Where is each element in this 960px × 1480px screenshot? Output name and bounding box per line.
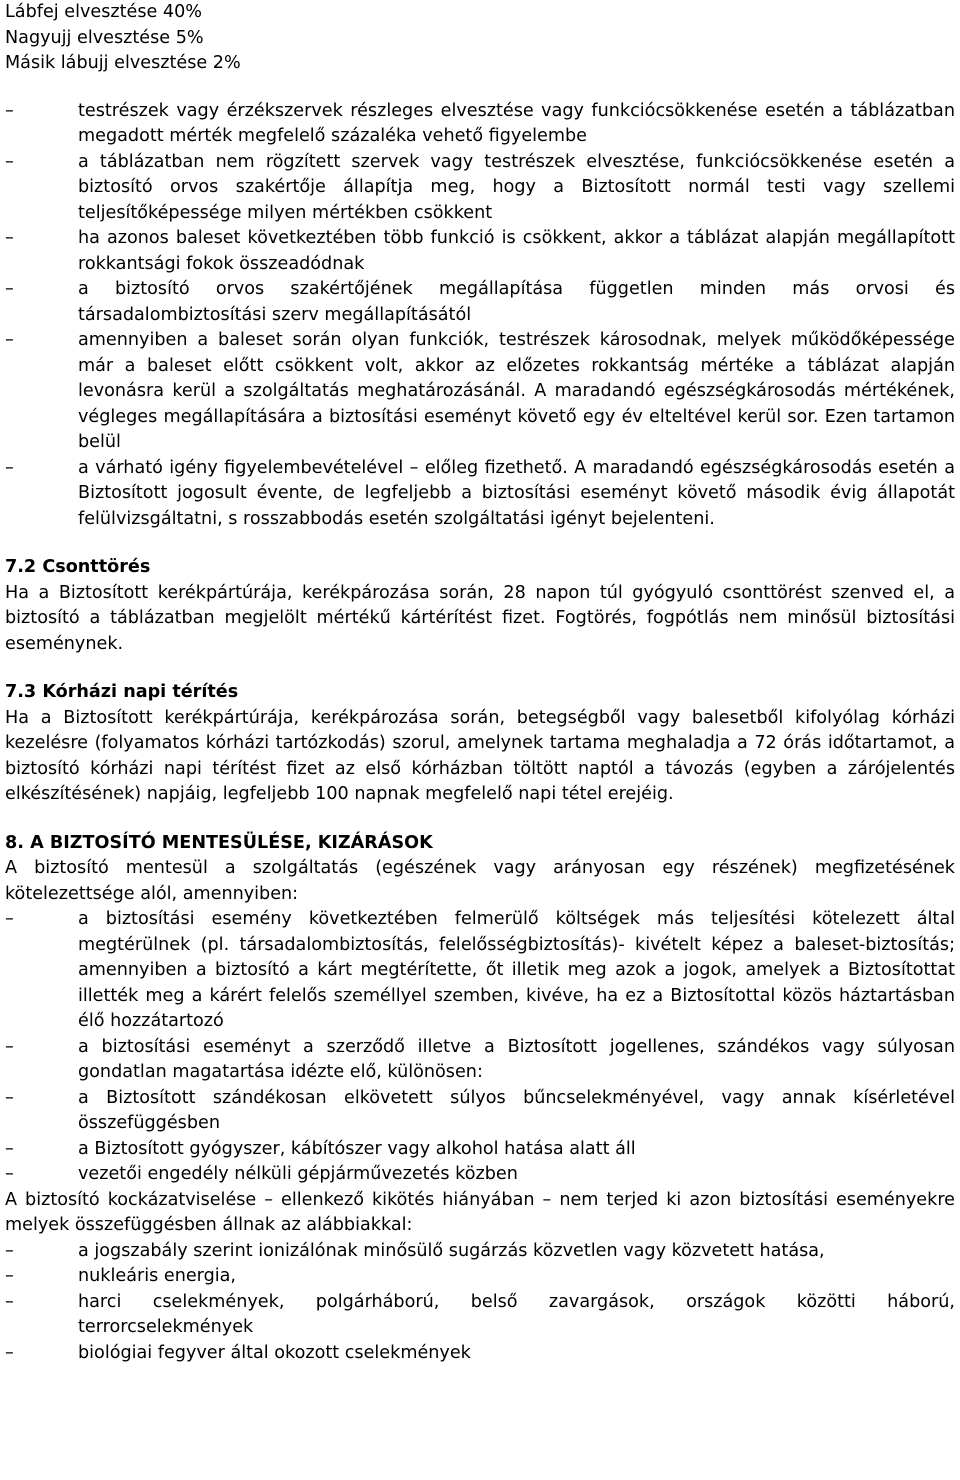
exclusions-list [5, 1239, 955, 1367]
percentage-line: Lábfej elvesztése 40% [5, 2, 203, 22]
list-item-text: testrészek vagy érzékszervek részleges elvesztése vagy funkciócsökkenése esetén a táblázatban megadott mérték megfelelő százaléka vehető figyelembe [78, 100, 955, 146]
dash-bullet: – [5, 1342, 14, 1363]
list-item-text: a várható igény figyelembevételével – előleg fizethető. A maradandó egészségkárosodás esetén a Biztosított jogosult évente, de legfeljebb a biztosítási eseményt követő második évig állapotát felülvizsgáltatni, s rosszabbodás esetén szolgáltatási igényt bejelenteni. [78, 457, 955, 529]
section-title: Csonttörés [42, 557, 151, 577]
percentage-line: Nagyujj elvesztése 5% [5, 27, 204, 48]
list-item-text: a táblázatban nem rögzített szervek vagy testrészek elvesztése, funkciócsökkenése esetén a biztosító orvos szakértője állapítja meg, hogy a Biztosított normál testi vagy szellemi teljesítőképessége milyen mértékben csökkent [78, 151, 955, 223]
injury-percentages [5, 0, 955, 77]
list-item-text: a Biztosított gyógyszer, kábítószer vagy alkohol hatása alatt áll [78, 1138, 636, 1159]
list-item [5, 1162, 955, 1188]
list-item-text: ha azonos baleset következtében több funkció is csökkent, akkor a táblázat alapján megállapított rokkantsági fokok összeadódnak [78, 228, 955, 274]
list-item [5, 226, 955, 277]
section-title: Kórházi napi térítés [42, 682, 239, 702]
section-7-3 [5, 680, 955, 808]
list-item-text: a Biztosított szándékosan elkövetett súlyos bűncselekményével, vagy annak kísérletével összefüggésben [78, 1087, 955, 1133]
dash-bullet: – [5, 1240, 14, 1261]
section-heading [5, 831, 955, 857]
section-number: 7.3 [5, 682, 37, 702]
dash-bullet: – [5, 1164, 14, 1184]
section-7-2 [5, 555, 955, 657]
section-heading [5, 680, 955, 706]
list-item [5, 1264, 955, 1290]
section-heading [5, 555, 955, 581]
section-8 [5, 831, 955, 1367]
list-item [5, 328, 955, 456]
list-item [5, 99, 955, 150]
dash-bullet: – [5, 1138, 14, 1159]
list-item-text: amennyiben a baleset során olyan funkciók, testrészek károsodnak, melyek működőképessége már a baleset előtt csökkent volt, akkor az előzetes rokkantság mértéke a táblázat alapján levonásra kerül a szolgáltatás meghatározásánál. A maradandó egészségkárosodás mértékének, végleges megállapítására a biztosítási eseményt követő egy év elteltével kerül sor. Ezen tartamon belül [78, 330, 955, 452]
percentage-line: Másik lábujj elvesztése 2% [5, 53, 241, 73]
list-item-text: biológiai fegyver által okozott cselekmények [78, 1342, 471, 1363]
list-item-text: a biztosítási eseményt a szerződő illetve a Biztosított jogellenes, szándékos vagy súlyosan gondatlan magatartása idézte elő, különösen: [78, 1036, 955, 1082]
dash-bullet: – [5, 457, 14, 478]
list-item-text: a biztosító orvos szakértőjének megállapítása független minden más orvosi és társadalombiztosítási szerv megállapításától [78, 279, 955, 325]
section-intro: A biztosító mentesül a szolgáltatás (egészének vagy arányosan egy részének) megfizetésének kötelezettsége alól, amennyiben: [5, 858, 955, 904]
section-title: A BIZTOSÍTÓ MENTESÜLÉSE, KIZÁRÁSOK [30, 832, 433, 853]
section-body: Ha a Biztosított kerékpártúrája, kerékpározása során, betegségből vagy balesetből kifolyólag kórházi kezelésre (folyamatos kórházi tartózkodás) szorul, amelynek tartama meghaladja a 72 órás időtartamot, a biztosító kórházi napi térítést fizet az első kórházban töltött naptól a távozás (egyben a zárójelentés elkészítésének) napjáig, legfeljebb 100 napnak megfelelő napi tétel erejéig. [5, 707, 955, 804]
list-item [5, 277, 955, 328]
dash-bullet: – [5, 330, 14, 350]
section-number: 8. [5, 832, 24, 853]
list-item [5, 1341, 955, 1367]
exemptions-list [5, 907, 955, 1188]
dash-bullet: – [5, 1036, 14, 1057]
list-item-text: harci cselekmények, polgárháború, belső zavargások, országok közötti háború, terrorcselekmények [78, 1291, 955, 1337]
section-number: 7.2 [5, 557, 37, 577]
section-paragraph: A biztosító kockázatviselése – ellenkező kikötés hiányában – nem terjed ki azon biztosítási eseményekre melyek összefüggésben állnak az alábbiakkal: [5, 1189, 955, 1235]
dash-bullet: – [5, 279, 14, 299]
list-item-text: nukleáris energia, [78, 1266, 237, 1286]
dash-bullet: – [5, 1087, 14, 1108]
conditions-list [5, 99, 955, 533]
dash-bullet: – [5, 1266, 14, 1286]
dash-bullet: – [5, 1291, 14, 1312]
list-item-text: a jogszabály szerint ionizálónak minősülő sugárzás közvetlen vagy közvetett hatása, [78, 1240, 825, 1261]
list-item [5, 1086, 955, 1137]
list-item [5, 907, 955, 1035]
list-item-text: a biztosítási esemény következtében felmerülő költségek más teljesítési kötelezett által megtérülnek (pl. társadalombiztosítás, felelősségbiztosítás)- kivételt képez a baleset-biztosítás; amennyiben a biztosító a kárt megtérítette, őt illetik meg azok a jogok, amelyek a Biztosítottat illették meg a kárért felelős személlyel szemben, kivéve, ha ez a Biztosítottal közös háztartásban élő hozzátartozó [78, 909, 955, 1031]
dash-bullet: – [5, 151, 14, 172]
dash-bullet: – [5, 228, 14, 248]
list-item [5, 1035, 955, 1086]
list-item [5, 456, 955, 533]
section-body: Ha a Biztosított kerékpártúrája, kerékpározása során, 28 napon túl gyógyuló csonttörést szenved el, a biztosító a táblázatban megjelölt mértékű kártérítést fizet. Fogtörés, fogpótlás nem minősül biztosítási eseménynek. [5, 582, 955, 654]
dash-bullet: – [5, 909, 14, 929]
list-item [5, 1239, 955, 1265]
list-item [5, 150, 955, 227]
list-item [5, 1290, 955, 1341]
list-item-text: vezetői engedély nélküli gépjárművezetés közben [78, 1164, 518, 1184]
list-item [5, 1137, 955, 1163]
dash-bullet: – [5, 100, 14, 121]
